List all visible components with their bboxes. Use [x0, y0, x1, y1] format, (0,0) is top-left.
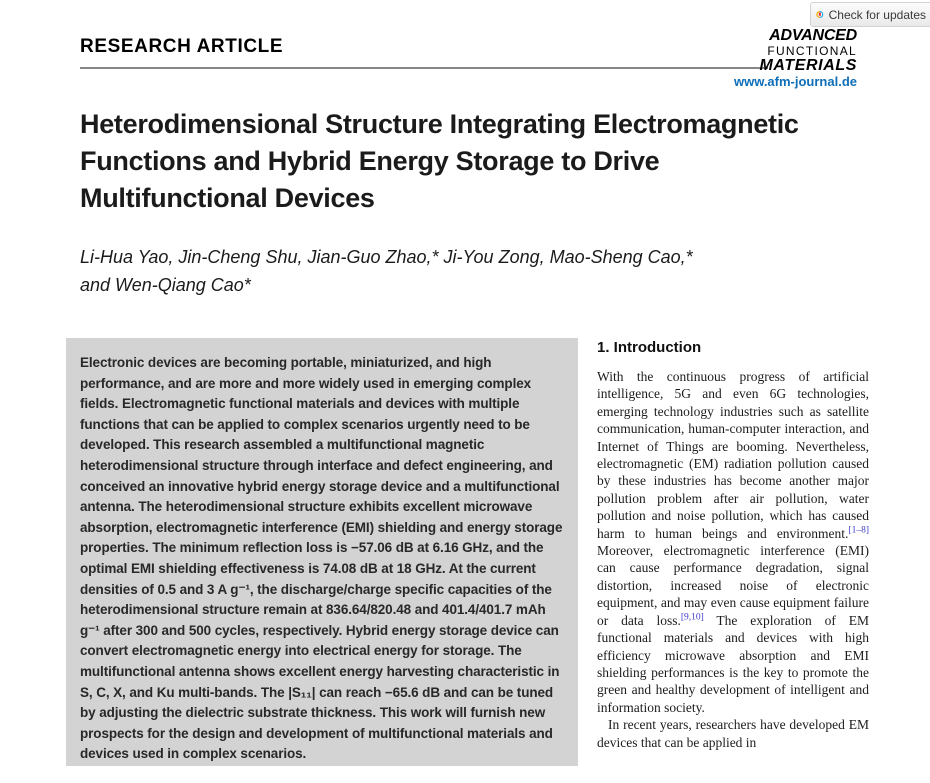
badge-label: Check for updates [828, 7, 926, 22]
abstract-box [66, 338, 578, 766]
title-line-3: Multifunctional Devices [80, 183, 375, 213]
section-heading: 1. Introduction [597, 339, 702, 356]
intro-text: The exploration of EM functional materials and devices with high efficiency microwave absorption and EMI shielding performances is the key to promote the green and healthy development of intelligent and information society. [597, 612, 869, 715]
citation-ref[interactable]: [1–8] [848, 525, 869, 536]
title-line-1: Heterodimensional Structure Integrating Electromagnetic [80, 109, 799, 139]
intro-paragraph [597, 716, 869, 751]
crossmark-icon [816, 5, 824, 24]
introduction-section [597, 338, 869, 783]
citation-ref[interactable]: [9,10] [680, 612, 704, 623]
logo-advanced: ADVANCED [769, 27, 857, 44]
author-line-1: Li-Hua Yao, Jin-Cheng Shu, Jian-Guo Zhao,* Ji-You Zong, Mao-Sheng Cao,* [80, 247, 693, 267]
introduction-paragraphs [597, 368, 869, 751]
author-line-2: and Wen-Qiang Cao* [80, 275, 251, 295]
logo-functional: FUNCTIONAL [767, 44, 857, 58]
article-title [80, 106, 890, 217]
article-type-label: RESEARCH ARTICLE [80, 36, 284, 57]
author-list [80, 243, 800, 299]
abstract-text: Electronic devices are becoming portable, miniaturized, and high performance, and are more and more widely used in emerging complex fields. Electromagnetic functional materials and devices with multiple functions that can be applied to complex scenarios urgently need to be developed. This research assembled a multifunctional magnetic heterodimensional structure through interface and defect engineering, and conceived an innovative hybrid energy storage device and a multifunctional antenna. The heterodimensional structure exhibits excellent microwave absorption, electromagnetic interference (EMI) shielding and energy storage properties. The minimum reflection loss is −57.06 dB at 6.16 GHz, and the optimal EMI shielding effectiveness is 74.08 dB at 18 GHz. At the current densities of 0.5 and 3 A g⁻¹, the discharge/charge specific capacities of the heterodimensional structure remain at 836.64/820.48 and 401.4/401.7 mAh g⁻¹ after 300 and 500 cycles, respectively. Hybrid energy storage device can convert electromagnetic energy into electrical energy for storage. The multifunctional antenna shows excellent energy harvesting characteristic in S, C, X, and Ku multi-bands. The |S₁₁| can reach −65.6 dB and can be tuned by adjusting the dielectric substrate thickness. This work will furnish new prospects for the design and development of multifunctional materials and devices used in complex scenarios. [80, 355, 563, 762]
check-for-updates-badge[interactable] [810, 2, 930, 27]
intro-text: With the continuous progress of artificial intelligence, 5G and even 6G technologies, emerging technology industries such as satellite communication, human-computer interaction, and Internet of Things are booming. Nevertheless, electromagnetic (EM) radiation pollution caused by these industries has become another major pollution problem after air pollution, water pollution and noise pollution, which has caused harm to human beings and environment. [597, 369, 869, 541]
journal-url-link[interactable]: www.afm-journal.de [733, 74, 857, 89]
intro-text: Moreover, electromagnetic interference (EMI) can cause performance degradation, signal distortion, increased noise of electronic equipment, and may even cause equipment failure or data loss. [597, 543, 869, 628]
intro-text: In recent years, researchers have developed EM devices that can be applied in [597, 717, 869, 750]
title-line-2: Functions and Hybrid Energy Storage to Drive [80, 146, 660, 176]
journal-logo [759, 28, 857, 74]
header-divider [80, 67, 768, 69]
intro-paragraph [597, 368, 869, 716]
logo-materials: MATERIALS [759, 57, 857, 74]
